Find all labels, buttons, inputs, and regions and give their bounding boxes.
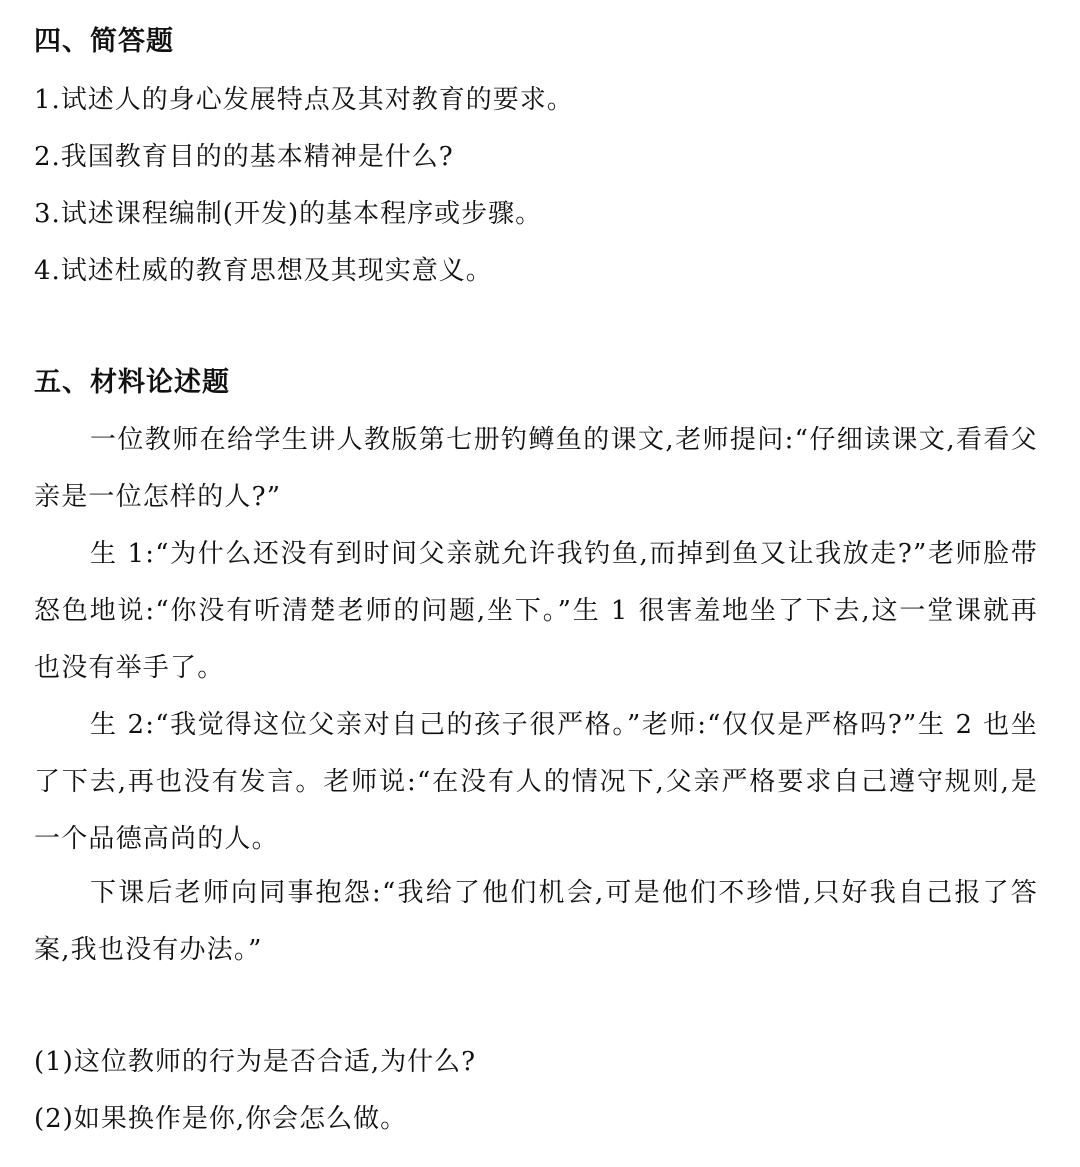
section-5-heading: 五、材料论述题: [34, 367, 230, 398]
material-paragraph-2: 生 1:“为什么还没有到时间父亲就允许我钓鱼,而掉到鱼又让我放走?”老师脸带怒色地说:“你没有听清楚老师的问题,坐下。”生 1 很害羞地坐了下去,这一堂课就再也没有举手了。: [34, 539, 1038, 683]
sub-question-1: (1)这位教师的行为是否合适,为什么?: [34, 1047, 477, 1077]
question-3: 3.试述课程编制(开发)的基本程序或步骤。: [34, 199, 543, 229]
sub-question-2: (2)如果换作是你,你会怎么做。: [34, 1104, 408, 1134]
material-paragraph-3: 生 2:“我觉得这位父亲对自己的孩子很严格。”老师:“仅仅是严格吗?”生 2 也坐了下去,再也没有发言。老师说:“在没有人的情况下,父亲严格要求自己遵守规则,是一个品德高尚的人。: [34, 710, 1038, 854]
material-paragraph-4: 下课后老师向同事抱怨:“我给了他们机会,可是他们不珍惜,只好我自己报了答案,我也没有办法。”: [34, 878, 1038, 965]
material-paragraph-1: 一位教师在给学生讲人教版第七册钓鳟鱼的课文,老师提问:“仔细读课文,看看父亲是一位怎样的人?”: [34, 425, 1038, 512]
question-2: 2.我国教育目的的基本精神是什么?: [34, 142, 454, 172]
question-4: 4.试述杜威的教育思想及其现实意义。: [34, 256, 493, 286]
section-4-heading: 四、简答题: [34, 26, 174, 57]
question-1: 1.试述人的身心发展特点及其对教育的要求。: [34, 85, 574, 115]
